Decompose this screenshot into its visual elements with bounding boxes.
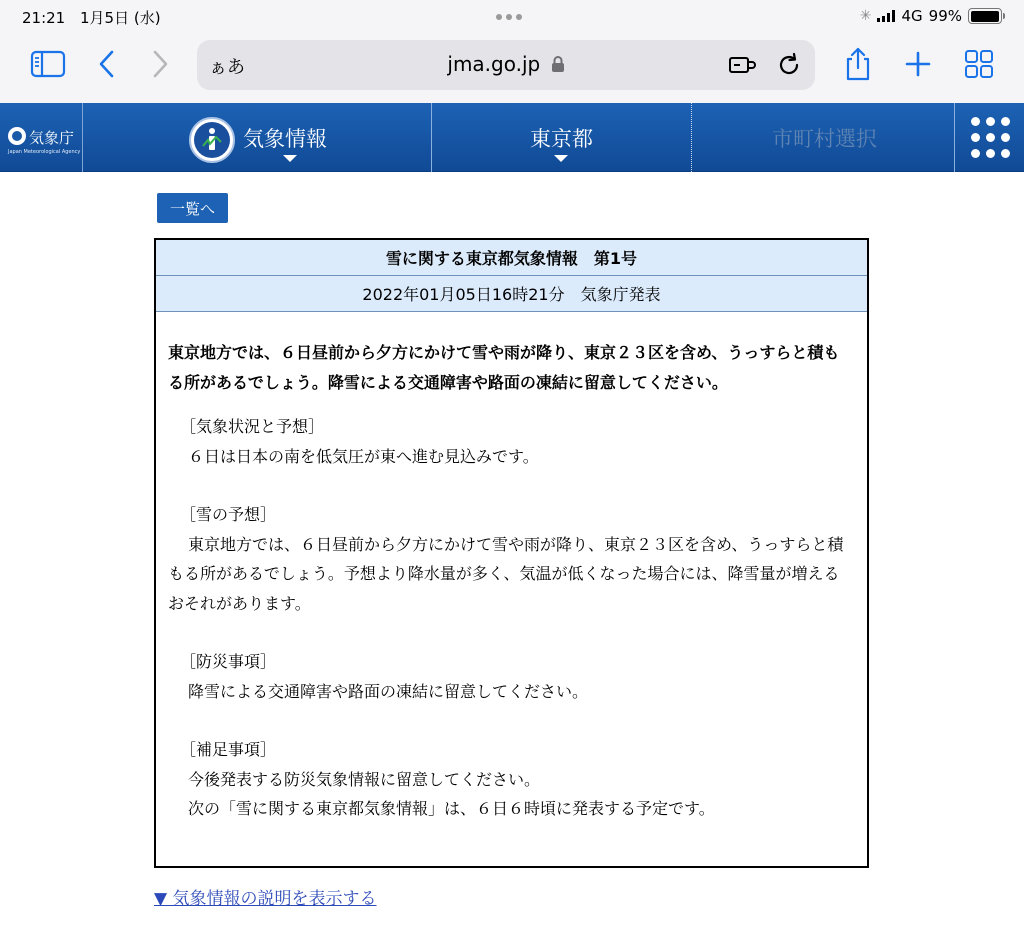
network-label: 4G (901, 7, 923, 25)
logo-subtitle: Japan Meteorological Agency (8, 149, 81, 155)
section-title: ［防災事項］ (180, 652, 277, 671)
issued-datetime: 2022年01月05日16時21分 気象庁発表 (156, 276, 867, 312)
browser-toolbar (0, 34, 1024, 103)
section-paragraph: 東京地方では、６日昼前から夕方にかけて雪や雨が降り、東京２３区を含め、うっすらと積もる所があるでしょう。予想より降水量が多く、気温が低くなった場合には、降雪量が増えるおそれがあります。 (168, 534, 844, 613)
jma-emblem-icon (8, 127, 26, 145)
weather-info-box (154, 238, 869, 868)
status-date: 1月5日 (水) (80, 9, 161, 27)
activity-icon: ✳ (859, 8, 872, 24)
section-line: 降雪による交通障害や路面の凍結に留意してください。 (188, 681, 589, 701)
section-disaster-prevention (168, 647, 855, 706)
section-title: ［補足事項］ (180, 740, 277, 759)
signal-icon (877, 10, 895, 22)
nav-municipality-label: 市町村選択 (772, 127, 877, 151)
info-body (156, 312, 867, 824)
new-tab-icon[interactable] (898, 44, 938, 84)
reload-icon[interactable] (773, 49, 805, 81)
lock-icon (551, 55, 565, 73)
jma-logo[interactable] (0, 103, 83, 172)
section-line: ６日は日本の南を低気圧が東へ進む見込みです。 (188, 446, 539, 466)
section-supplementary (168, 735, 855, 824)
section-title: ［気象状況と予想］ (180, 417, 325, 436)
forward-icon[interactable] (140, 44, 180, 84)
nav-prefecture-label: 東京都 (530, 127, 593, 151)
battery-icon (968, 8, 1002, 24)
section-line: 今後発表する防災気象情報に留意してください。 (188, 769, 541, 789)
extension-icon[interactable] (727, 49, 759, 81)
sidebar-icon[interactable] (28, 44, 68, 84)
tabs-icon[interactable] (959, 44, 999, 84)
chevron-down-icon (283, 155, 297, 162)
address-bar[interactable] (197, 40, 815, 90)
section-weather-outlook (168, 412, 855, 471)
chevron-down-icon (554, 155, 568, 162)
info-map-icon (189, 117, 235, 163)
section-title: ［雪の予想］ (180, 505, 277, 524)
nav-municipality[interactable] (692, 103, 954, 172)
status-time: 21:21 (22, 9, 66, 27)
menu-grid-icon[interactable] (955, 103, 1024, 172)
url-text: jma.go.jp (447, 52, 541, 76)
info-headline: 東京地方では、６日昼前から夕方にかけて雪や雨が降り、東京２３区を含め、うっすらと積もる所があるでしょう。降雪による交通障害や路面の凍結に留意してください。 (168, 343, 840, 392)
nav-prefecture[interactable] (432, 103, 691, 172)
logo-text: 気象庁 (29, 129, 75, 147)
info-title: 雪に関する東京都気象情報 第1号 (156, 240, 867, 276)
show-explanation-link[interactable]: ▼ 気象情報の説明を表示する (154, 889, 377, 909)
back-to-list-button[interactable]: 一覧へ (157, 193, 228, 223)
site-header (0, 103, 1024, 172)
nav-weather-info[interactable] (84, 103, 431, 172)
back-icon[interactable] (87, 44, 127, 84)
status-bar (0, 0, 1024, 34)
multitasking-dots-icon[interactable] (496, 14, 522, 20)
battery-percent: 99% (928, 7, 962, 25)
nav-weather-label: 気象情報 (243, 127, 327, 151)
reader-button[interactable]: ぁあ (209, 57, 245, 78)
section-line: 次の「雪に関する東京都気象情報」は、６日６時頃に発表する予定です。 (188, 799, 715, 818)
share-icon[interactable] (838, 44, 878, 84)
section-snow-forecast (168, 500, 855, 618)
